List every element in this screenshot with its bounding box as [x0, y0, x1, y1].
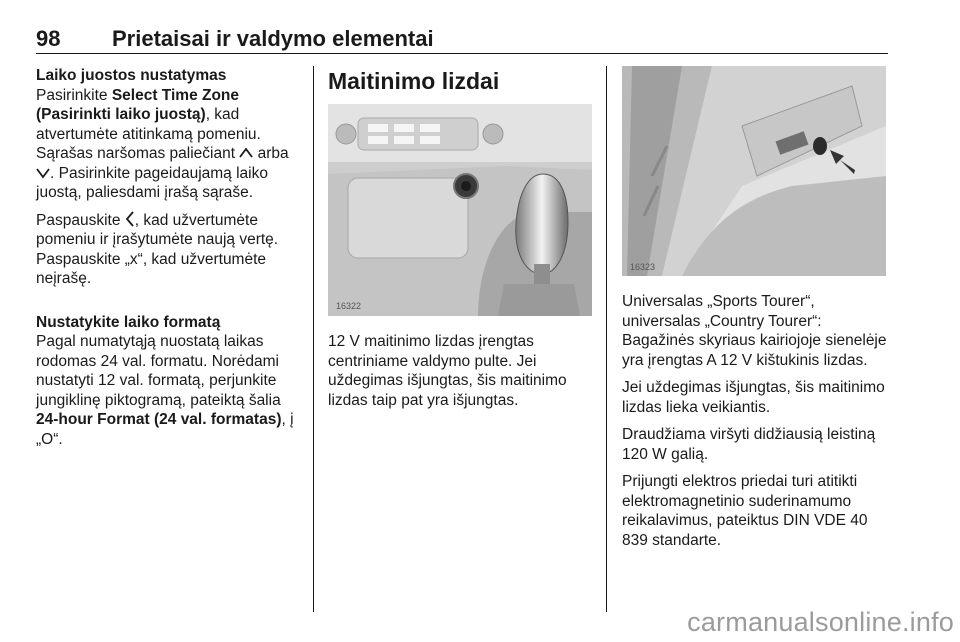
paragraph-max-power: Draudžiama viršyti didžiausią leistiną 120 W galią. — [622, 426, 876, 463]
text: , kad užvertumėte pomeniu ir įrašytumėte naują vertę. Paspauskite „x“, kad užvertumėte neįrašę. — [36, 211, 279, 287]
chevron-left-icon — [125, 211, 135, 225]
column-2 — [328, 66, 594, 418]
section-title: Maitinimo lizdai — [328, 68, 500, 94]
paragraph-outlet-ignition: Jei uždegimas išjungtas, šis maitinimo lizdas lieka veikiantis. — [622, 379, 885, 416]
heading-time-zone: Laiko juostos nustatymas — [36, 67, 227, 84]
column-3 — [622, 66, 890, 558]
menu-term-select-time-zone: Select Time Zone (Pasirinkti laiko juostą) — [36, 86, 240, 123]
text: , į „O“. — [36, 411, 294, 448]
text: . Pasirinkite pageidaujamą laiko juostą, paliesdami įrašą sąraše. — [36, 164, 268, 201]
image-number: 16323 — [630, 262, 656, 272]
text: Pasirinkite — [36, 86, 112, 104]
chevron-up-icon — [239, 146, 253, 160]
page-title: Prietaisai ir valdymo elementai — [112, 26, 434, 51]
chevron-down-icon — [36, 166, 50, 180]
text: Pagal numatytąją nuostatą laikas rodomas 24 val. formatu. Norėdami nustatyti 12 val. formatą, perjunkite jungiklinę piktogramą, pateiktą šalia — [36, 333, 281, 409]
page-header — [36, 26, 888, 56]
paragraph-back — [36, 211, 304, 289]
luggage-power-outlet-image — [622, 66, 886, 276]
caption-console-outlet: 12 V maitinimo lizdas įrengtas centriniame valdymo pulte. Jei uždegimas išjungtas, šis maitinimo lizdas taip pat yra išjungtas. — [328, 333, 567, 409]
text: arba — [253, 145, 289, 162]
paragraph-time-format — [36, 332, 304, 449]
console-power-outlet-image — [328, 104, 592, 316]
paragraph-outlet-location: Universalas „Sports Tourer“, universalas „Country Tourer“: Bagažinės skyriaus kairiojoje sienelėje yra įrengtas A 12 V kištukinis lizdas. — [622, 293, 887, 369]
column-divider-1 — [313, 66, 314, 612]
watermark: carmanualsonline.info — [687, 607, 954, 637]
page-number: 98 — [36, 26, 61, 51]
luggage-illustration — [622, 66, 886, 276]
image-number: 16322 — [336, 301, 362, 311]
column-1 — [36, 66, 304, 457]
console-illustration — [328, 104, 592, 316]
column-divider-2 — [606, 66, 607, 612]
heading-time-format: Nustatykite laiko formatą — [36, 313, 221, 331]
header-rule — [36, 53, 888, 54]
menu-term-24-hour-format: 24-hour Format (24 val. formatas) — [36, 411, 282, 428]
text: , kad atvertumėte atitinkamą pomeniu. Sąrašas naršomas paliečiant — [36, 106, 261, 162]
paragraph-emc: Prijungti elektros priedai turi atitikti elektromagnetinio suderinamumo reikalavimus, pateiktus DIN VDE 40 839 standarte. — [622, 473, 868, 549]
text: Paspauskite — [36, 211, 125, 229]
paragraph-time-zone — [36, 86, 304, 203]
